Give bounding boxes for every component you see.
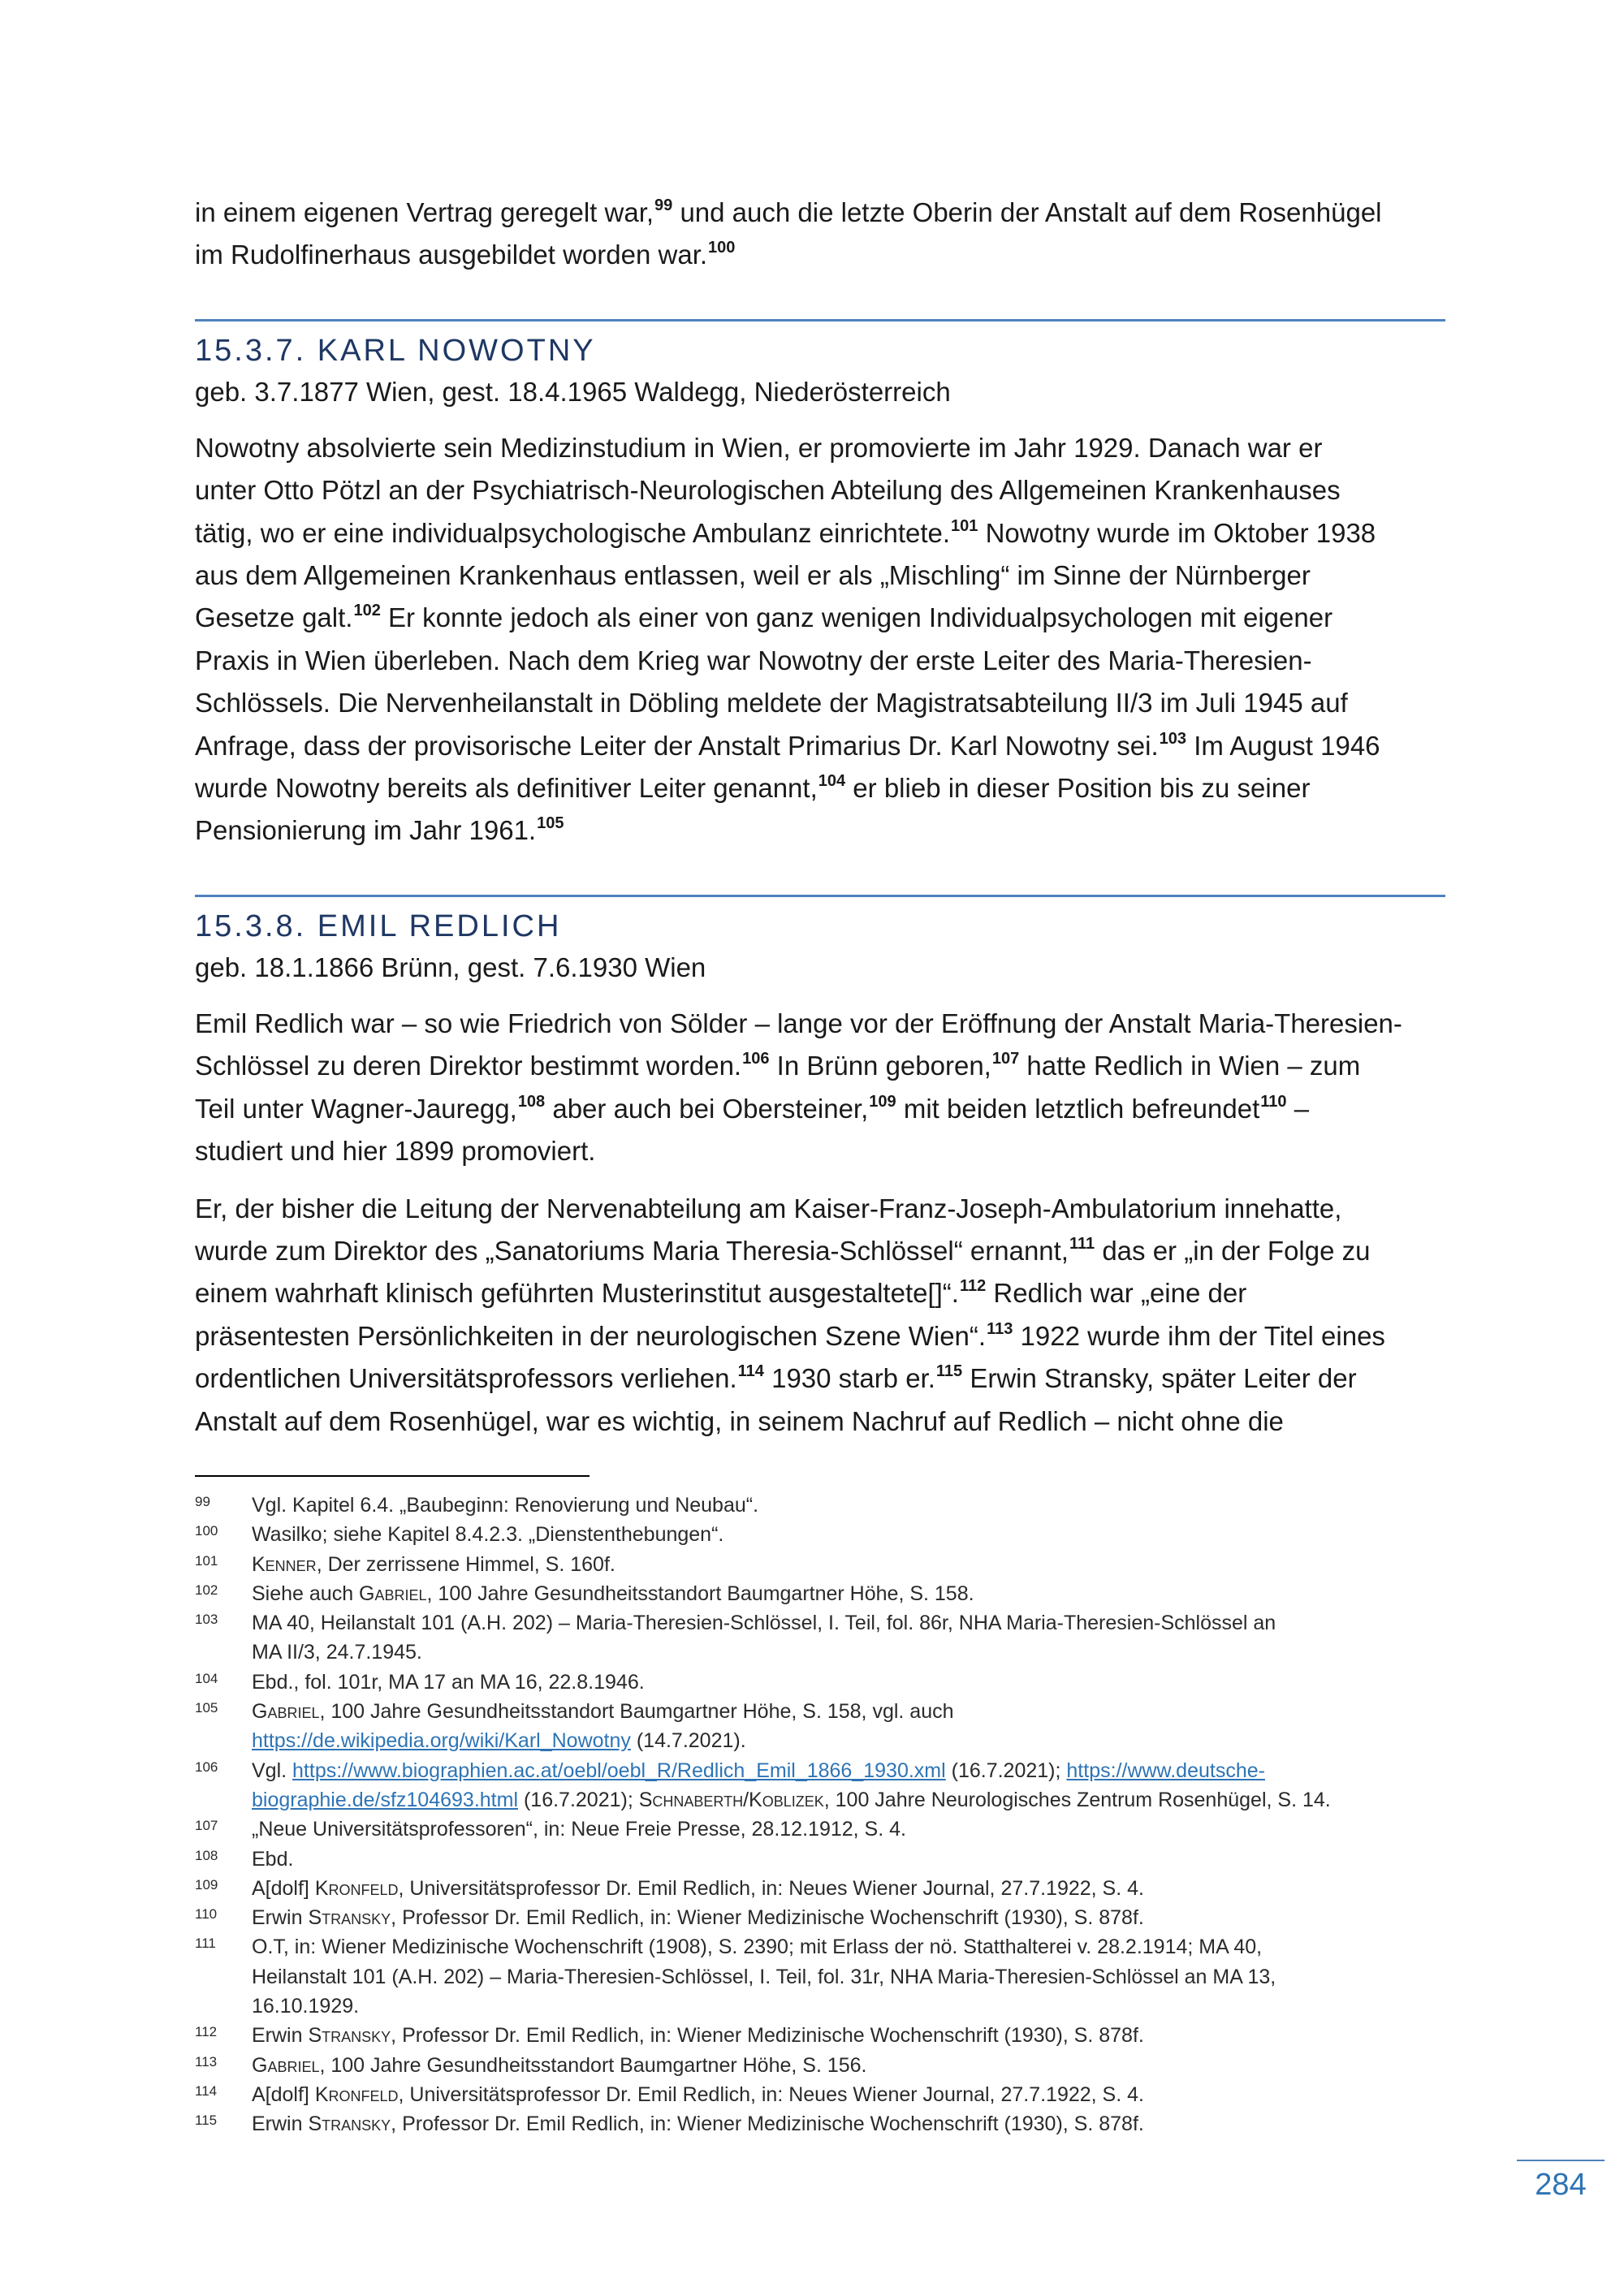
intro-paragraph	[195, 192, 1445, 277]
footnote-ref[interactable]: 101	[951, 516, 978, 535]
footnote-ref[interactable]: 107	[991, 1050, 1020, 1068]
intro-text: in einem eigenen Vertrag geregelt war,	[195, 197, 654, 227]
author-name: Schnaberth	[638, 1788, 744, 1811]
footnote-text	[252, 1756, 1331, 1815]
text-line	[195, 809, 1445, 852]
text-run: 1930 starb er.	[763, 1363, 935, 1394]
footnote-run: , 100 Jahre Gesundheitsstandort Baumgartner Höhe, S. 158.	[426, 1582, 974, 1605]
footnote-number: 115	[195, 2113, 218, 2129]
footnote-106	[195, 1756, 1462, 1815]
deutsche-biographie-link[interactable]: biographie.de/sfz104693.html	[252, 1788, 519, 1811]
footnote-number: 100	[195, 1523, 218, 1539]
nowotny-paragraph	[195, 427, 1445, 852]
footnote-number: 101	[195, 1552, 218, 1569]
author-name: Koblizek	[749, 1788, 824, 1811]
text-line: Schlössels. Die Nervenheilanstalt in Döbling meldete der Magistratsabteilung II/3 im Juli 1945 auf	[195, 688, 1348, 719]
footnote-run: , Professor Dr. Emil Redlich, in: Wiener Medizinische Wochenschrift (1930), S. 878f.	[391, 2113, 1144, 2136]
section-divider	[195, 895, 1445, 897]
text-line	[195, 1230, 1445, 1272]
footnote-110	[195, 1903, 1462, 1932]
text-line	[195, 1045, 1445, 1087]
text-run: hatte Redlich in Wien – zum	[1019, 1051, 1361, 1081]
text-run: 1922 wurde ihm der Titel eines	[1013, 1320, 1385, 1351]
text-line: aus dem Allgemeinen Krankenhaus entlassen, weil er als „Mischling“ im Sinne der Nürnberger	[195, 560, 1311, 591]
text-line	[195, 1088, 1445, 1130]
footnote-line	[252, 1756, 1331, 1785]
footnote-text: Ebd., fol. 101r, MA 17 an MA 16, 22.8.1946.	[252, 1670, 645, 1694]
text-run: Anfrage, dass der provisorische Leiter der Anstalt Primarius Dr. Karl Nowotny sei.	[195, 730, 1159, 761]
footnote-ref[interactable]: 110	[1260, 1092, 1287, 1111]
text-run: mit beiden letztlich befreundet	[896, 1093, 1260, 1124]
text-run: Schlössel zu deren Direktor bestimmt worden.	[195, 1051, 742, 1081]
author-name: Stransky	[308, 2024, 391, 2048]
footnote-run: , Universitätsprofessor Dr. Emil Redlich, in: Neues Wiener Journal, 27.7.1922, S. 4.	[398, 2082, 1144, 2106]
footnote-109	[195, 1874, 1462, 1903]
footnote-line: Heilanstalt 101 (A.H. 202) – Maria-Theresien-Schlössel, I. Teil, fol. 31r, NHA Maria-Theresien-Schlössel an MA 13,	[252, 1965, 1276, 1988]
author-name: Stransky	[308, 2113, 391, 2136]
text-run: Gesetze galt.	[195, 602, 353, 633]
life-dates-redlich: geb. 18.1.1866 Brünn, gest. 7.6.1930 Wien	[195, 952, 706, 982]
footnote-114	[195, 2080, 1462, 2109]
footnote-text: Wasilko; siehe Kapitel 8.4.2.3. „Dienstenthebungen“.	[252, 1523, 724, 1547]
text-run: Pensionierung im Jahr 1961.	[195, 815, 537, 846]
footnote-line	[252, 1697, 954, 1726]
footnote-104	[195, 1668, 1462, 1697]
wikipedia-link[interactable]: https://de.wikipedia.org/wiki/Karl_Nowotny	[252, 1729, 631, 1753]
footnote-text	[252, 1903, 1144, 1932]
footnote-number: 102	[195, 1582, 218, 1598]
footnote-run: , Der zerrissene Himmel, S. 160f.	[316, 1552, 615, 1576]
footnote-100	[195, 1520, 1462, 1549]
text-run: wurde zum Direktor des „Sanatoriums Maria Theresia-Schlössel“ ernannt,	[195, 1235, 1069, 1266]
footnote-run: , 100 Jahre Gesundheitsstandort Baumgartner Höhe, S. 158, vgl. auch	[319, 1700, 954, 1724]
page-body	[195, 192, 1445, 1457]
section-heading-nowotny: 15.3.7. KARL NOWOTNY	[195, 333, 596, 368]
footnote-ref[interactable]: 109	[869, 1092, 896, 1111]
footnote-run: Erwin	[252, 1906, 309, 1930]
footnote-103	[195, 1608, 1462, 1668]
text-run: wurde Nowotny bereits als definitiver Leiter genannt,	[195, 773, 818, 804]
footnote-105	[195, 1697, 1462, 1756]
footnote-separator	[195, 1475, 590, 1477]
text-run: Redlich war „eine der	[986, 1278, 1247, 1309]
text-line: Emil Redlich war – so wie Friedrich von Sölder – lange vor der Eröffnung der Anstalt Maria-Theresien-	[195, 1008, 1402, 1038]
footnote-112	[195, 2021, 1462, 2050]
footnote-number: 103	[195, 1612, 218, 1628]
footnote-number: 110	[195, 1906, 218, 1923]
footnote-text	[252, 1550, 615, 1579]
footnote-ref[interactable]: 102	[353, 602, 381, 620]
footnote-108	[195, 1845, 1462, 1874]
footnote-number: 99	[195, 1494, 210, 1509]
biographien-link[interactable]: https://www.biographien.ac.at/oebl/oebl_R/Redlich_Emil_1866_1930.xml	[292, 1759, 946, 1782]
footnote-number: 113	[195, 2053, 218, 2069]
footnote-run: (16.7.2021);	[518, 1788, 639, 1811]
footnote-number: 105	[195, 1700, 218, 1716]
footnote-run: Erwin	[252, 2113, 309, 2136]
footnote-run: (14.7.2021).	[630, 1729, 746, 1753]
footnote-number: 106	[195, 1759, 218, 1775]
author-name: Kronfeld	[314, 2082, 399, 2106]
footnote-run: , Professor Dr. Emil Redlich, in: Wiener Medizinische Wochenschrift (1930), S. 878f.	[391, 1906, 1144, 1930]
footnote-text: Ebd.	[252, 1847, 294, 1871]
intro-text: im Rudolfinerhaus ausgebildet worden war.	[195, 240, 708, 270]
text-run: In Brünn geboren,	[769, 1051, 991, 1081]
footnote-run: /	[743, 1788, 749, 1811]
footnote-number: 109	[195, 1876, 218, 1892]
footnote-number: 108	[195, 1847, 218, 1863]
footnote-ref[interactable]: 100	[708, 239, 736, 257]
text-line: Er, der bisher die Leitung der Nervenabteilung am Kaiser-Franz-Joseph-Ambulatorium innehatte,	[195, 1193, 1342, 1224]
footnote-ref[interactable]: 103	[1159, 729, 1187, 748]
footnote-line: 16.10.1929.	[252, 1995, 360, 2018]
text-run: präsentesten Persönlichkeiten in der neurologischen Szene Wien“.	[195, 1320, 987, 1351]
footnote-number: 107	[195, 1818, 218, 1834]
footnote-run: , 100 Jahre Neurologisches Zentrum Rosenhügel, S. 14.	[823, 1788, 1331, 1811]
footnote-113	[195, 2051, 1462, 2080]
footnote-ref[interactable]: 112	[959, 1277, 987, 1296]
text-line: Nowotny absolvierte sein Medizinstudium in Wien, er promovierte im Jahr 1929. Danach war er	[195, 432, 1323, 463]
text-line: Anstalt auf dem Rosenhügel, war es wichtig, in seinem Nachruf auf Redlich – nicht ohne die	[195, 1405, 1284, 1436]
section-heading-redlich: 15.3.8. EMIL REDLICH	[195, 908, 562, 943]
text-line: unter Otto Pötzl an der Psychiatrisch-Neurologischen Abteilung des Allgemeinen Krankenhauses	[195, 475, 1341, 506]
text-run: Nowotny wurde im Oktober 1938	[978, 517, 1376, 548]
footnote-line: MA II/3, 24.7.1945.	[252, 1641, 422, 1664]
footnote-107	[195, 1815, 1462, 1844]
footnote-run: A[dolf]	[252, 2082, 315, 2106]
text-run: das er „in der Folge zu	[1095, 1235, 1371, 1266]
text-run: er blieb in dieser Position bis zu seiner	[845, 773, 1311, 804]
text-run: Teil unter Wagner-Jauregg,	[195, 1093, 517, 1124]
author-name: Gabriel	[252, 2053, 320, 2077]
footnote-ref[interactable]: 105	[537, 814, 564, 833]
footnote-text	[252, 1874, 1144, 1903]
footnote-run: Siehe auch	[252, 1582, 360, 1605]
text-run: Er konnte jedoch als einer von ganz wenigen Individualpsychologen mit eigener	[380, 602, 1333, 633]
redlich-paragraph-2	[195, 1188, 1445, 1443]
footnote-ref[interactable]: 113	[987, 1319, 1013, 1338]
text-run: Erwin Stransky, später Leiter der	[962, 1363, 1357, 1394]
footnote-run: , Universitätsprofessor Dr. Emil Redlich, in: Neues Wiener Journal, 27.7.1922, S. 4.	[398, 1876, 1144, 1900]
text-line	[195, 1315, 1445, 1357]
footnote-run: A[dolf]	[252, 1876, 315, 1900]
footnote-text	[252, 1932, 1276, 2021]
footnote-ref[interactable]: 111	[1069, 1234, 1095, 1253]
footnote-ref[interactable]: 99	[654, 196, 673, 214]
footnote-number: 112	[195, 2024, 218, 2040]
footnote-number: 111	[195, 1936, 216, 1952]
text-line	[195, 512, 1445, 555]
footnote-text	[252, 2051, 867, 2080]
author-name: Kenner	[252, 1552, 317, 1576]
footnote-run: , 100 Jahre Gesundheitsstandort Baumgartner Höhe, S. 156.	[319, 2053, 867, 2077]
footnote-text	[252, 2021, 1144, 2050]
intro-text: und auch die letzte Oberin der Anstalt auf dem Rosenhügel	[672, 197, 1382, 227]
page-number: 284	[1535, 2168, 1587, 2202]
footnote-line	[252, 1785, 1331, 1815]
text-line	[195, 725, 1445, 767]
text-line: Praxis in Wien überleben. Nach dem Krieg war Nowotny der erste Leiter des Maria-Theresien-	[195, 645, 1312, 675]
life-dates-nowotny: geb. 3.7.1877 Wien, gest. 18.4.1965 Waldegg, Niederösterreich	[195, 376, 951, 407]
footnote-text	[252, 2109, 1144, 2138]
text-line	[195, 597, 1445, 639]
text-run: ordentlichen Universitätsprofessors verliehen.	[195, 1363, 737, 1394]
footnote-text: Vgl. Kapitel 6.4. „Baubeginn: Renovierung und Neubau“.	[252, 1494, 759, 1517]
footnote-ref[interactable]: 115	[935, 1362, 963, 1381]
footnote-text	[252, 1697, 954, 1756]
footnote-ref[interactable]: 114	[737, 1362, 764, 1381]
author-name: Gabriel	[252, 1700, 320, 1724]
author-name: Kronfeld	[314, 1876, 399, 1900]
footnote-111	[195, 1932, 1462, 2021]
footnote-ref[interactable]: 106	[742, 1050, 770, 1068]
deutsche-biographie-link[interactable]: https://www.deutsche-	[1066, 1759, 1265, 1782]
footnote-101	[195, 1550, 1462, 1579]
author-name: Stransky	[308, 1906, 391, 1930]
text-run: –	[1286, 1093, 1310, 1124]
footnote-line: O.T, in: Wiener Medizinische Wochenschrift (1908), S. 2390; mit Erlass der nö. Statthalterei v. 28.2.1914; MA 40,	[252, 1936, 1263, 1959]
page-number-rule	[1517, 2160, 1605, 2161]
section-divider	[195, 319, 1445, 322]
text-line	[195, 767, 1445, 809]
text-run: einem wahrhaft klinisch geführten Musterinstitut ausgestaltete[]“.	[195, 1278, 959, 1309]
footnote-run: Erwin	[252, 2024, 309, 2048]
text-run: Im August 1946	[1186, 730, 1380, 761]
text-line	[195, 1357, 1445, 1400]
footnote-text	[252, 2080, 1144, 2109]
text-run: tätig, wo er eine individualpsychologische Ambulanz einrichtete.	[195, 517, 951, 548]
footnote-run: , Professor Dr. Emil Redlich, in: Wiener Medizinische Wochenschrift (1930), S. 878f.	[391, 2024, 1144, 2048]
footnote-115	[195, 2109, 1462, 2138]
footnote-text	[252, 1579, 974, 1608]
footnote-run: (16.7.2021);	[945, 1759, 1067, 1782]
footnote-ref[interactable]: 104	[818, 772, 846, 791]
footnote-line: MA 40, Heilanstalt 101 (A.H. 202) – Maria-Theresien-Schlössel, I. Teil, fol. 86r, NHA Maria-Theresien-Schlössel an	[252, 1612, 1276, 1635]
footnote-run: Vgl.	[252, 1759, 293, 1782]
footnote-102	[195, 1579, 1462, 1608]
author-name: Gabriel	[359, 1582, 427, 1605]
footnote-text: „Neue Universitätsprofessoren“, in: Neue Freie Presse, 28.12.1912, S. 4.	[252, 1818, 906, 1841]
text-run: aber auch bei Obersteiner,	[545, 1093, 869, 1124]
redlich-paragraph-1	[195, 1003, 1445, 1173]
text-line	[195, 1272, 1445, 1314]
text-line: studiert und hier 1899 promoviert.	[195, 1136, 596, 1167]
footnote-ref[interactable]: 108	[517, 1092, 546, 1111]
footnotes	[195, 1491, 1462, 2139]
footnote-number: 104	[195, 1670, 218, 1686]
footnote-number: 114	[195, 2082, 218, 2099]
footnote-99	[195, 1491, 1462, 1520]
footnote-text	[252, 1608, 1276, 1668]
footnote-line	[252, 1726, 954, 1755]
